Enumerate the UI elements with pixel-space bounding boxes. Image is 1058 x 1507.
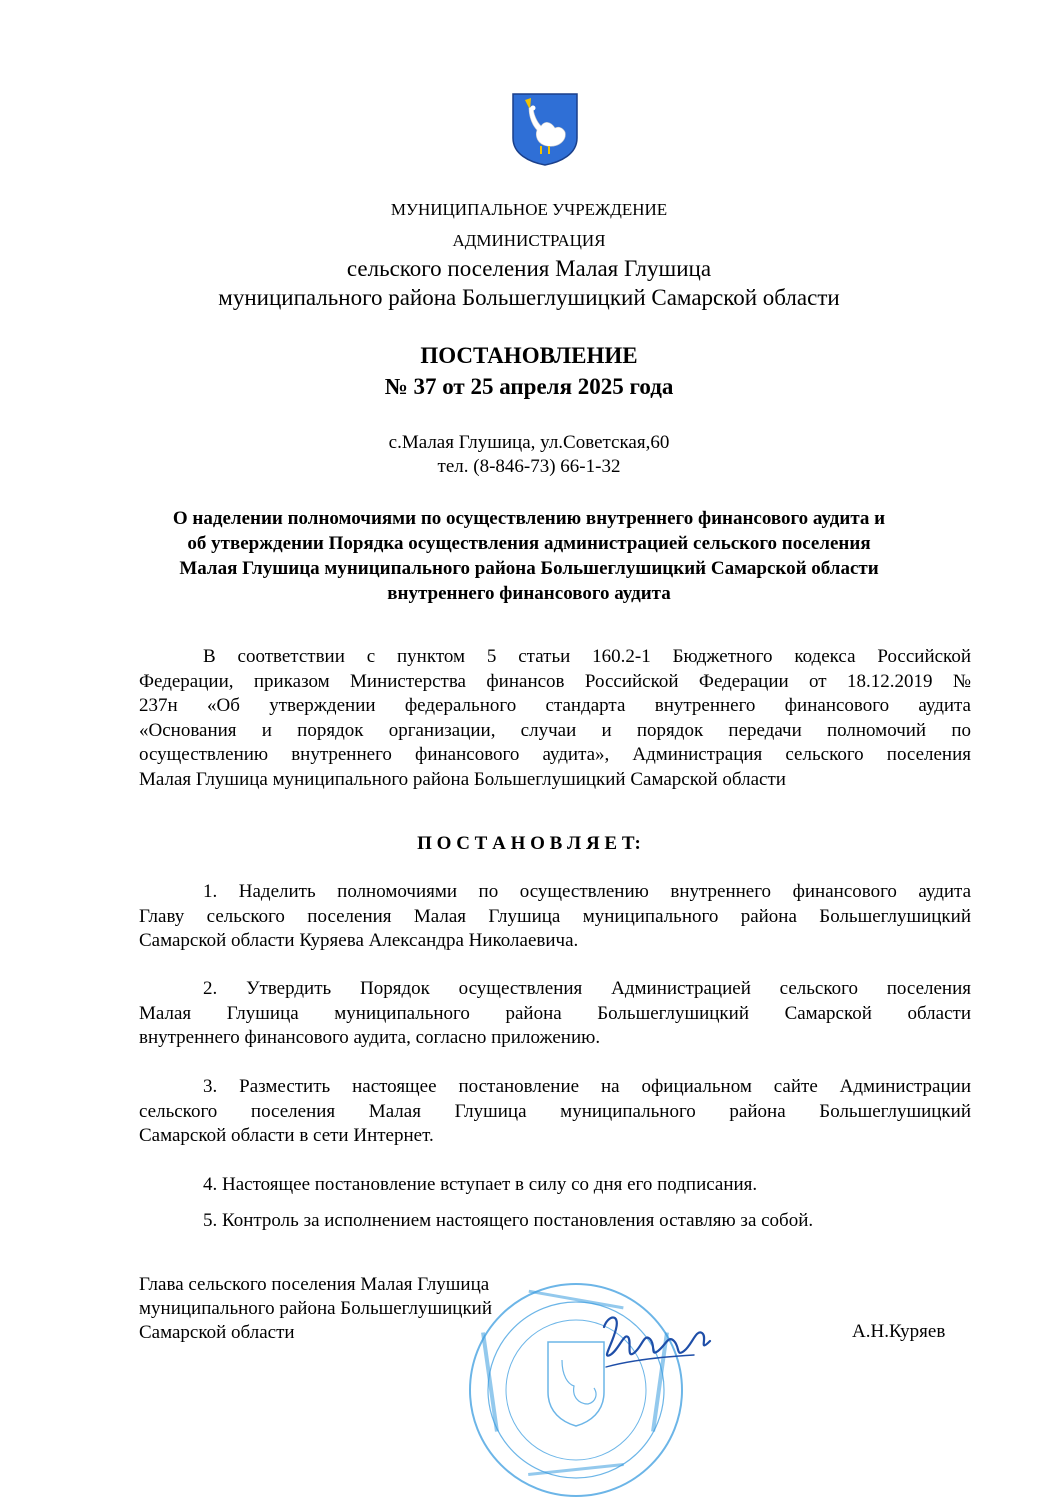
- preamble-line: В соответствии с пунктом 5 статьи 160.2-1 Бюджетного кодекса Российской: [203, 646, 971, 667]
- phone-line: тел. (8-846-73) 66-1-32: [437, 456, 621, 477]
- preamble-line: 237н «Об утверждении федерального стандарта внутреннего финансового аудита: [139, 695, 971, 716]
- document-subject: [0, 506, 1058, 606]
- item-line: внутреннего финансового аудита, согласно приложению.: [139, 1027, 601, 1048]
- signer-title-line: Самарской области: [139, 1322, 295, 1343]
- subject-line: об утверждении Порядка осуществления администрацией сельского поселения: [187, 533, 871, 554]
- subject-line: Малая Глушица муниципального района Большеглушицкий Самарской области: [179, 558, 879, 579]
- preamble-line: Федерации, приказом Министерства финансов Российской Федерации от 18.12.2019 №: [139, 670, 971, 692]
- decree-item-2: [139, 977, 971, 1051]
- district-line: муниципального района Большеглушицкий Самарской области: [218, 285, 840, 310]
- item-line: 2. Утвердить Порядок осуществления Администрацией сельского поселения: [203, 978, 971, 999]
- org-type-line: МУНИЦИПАЛЬНОЕ УЧРЕЖДЕНИЕ: [390, 200, 668, 219]
- subject-line: О наделении полномочиями по осуществлению внутреннего финансового аудита и: [172, 508, 886, 529]
- item-line: Самарской области Куряева Александра Николаевича.: [139, 930, 579, 951]
- address-line: с.Малая Глушица, ул.Советская,60: [388, 432, 670, 453]
- item-line: Главу сельского поселения Малая Глушица муниципального района Большеглушицкий: [139, 905, 971, 927]
- decree-item-3: [139, 1075, 971, 1149]
- decree-item-5: [139, 1209, 971, 1234]
- coat-of-arms-icon: [511, 92, 579, 166]
- decree-item-1: [139, 880, 971, 954]
- item-line: сельского поселения Малая Глушица муниципального района Большеглушицкий: [139, 1100, 971, 1122]
- administration-line: АДМИНИСТРАЦИЯ: [452, 231, 606, 250]
- signature-block: [139, 1273, 492, 1345]
- subject-line: внутреннего финансового аудита: [387, 583, 671, 604]
- decree-heading: П О С Т А Н О В Л Я Е Т:: [417, 833, 641, 854]
- document-type: ПОСТАНОВЛЕНИЕ: [420, 343, 638, 368]
- signer-title-line: Глава сельского поселения Малая Глушица: [139, 1274, 490, 1295]
- document-number-date: № 37 от 25 апреля 2025 года: [384, 374, 674, 399]
- signer-title-line: муниципального района Большеглушицкий: [139, 1298, 493, 1319]
- preamble-line: «Основания и порядок организации, случаи и порядок передачи полномочий по: [139, 719, 971, 741]
- preamble-paragraph: [139, 645, 971, 792]
- item-line: Самарской области в сети Интернет.: [139, 1125, 434, 1146]
- signer-name: А.Н.Куряев: [852, 1321, 946, 1342]
- settlement-line: сельского поселения Малая Глушица: [346, 256, 712, 281]
- preamble-line: Малая Глушица муниципального района Большеглушицкий Самарской области: [139, 768, 786, 790]
- preamble-line: осуществлению внутреннего финансового аудита», Администрация сельского поселения: [139, 744, 971, 765]
- decree-item-4: [139, 1173, 971, 1198]
- handwritten-signature: [598, 1307, 718, 1377]
- item-line: 3. Разместить настоящее постановление на официальном сайте Администрации: [203, 1076, 971, 1097]
- item-line: 4. Настоящее постановление вступает в силу со дня его подписания.: [203, 1174, 758, 1195]
- item-line: 1. Наделить полномочиями по осуществлению внутреннего финансового аудита: [203, 881, 971, 902]
- item-line: 5. Контроль за исполнением настоящего постановления оставляю за собой.: [203, 1210, 814, 1231]
- item-line: Малая Глушица муниципального района Большеглушицкий Самарской области: [139, 1002, 971, 1024]
